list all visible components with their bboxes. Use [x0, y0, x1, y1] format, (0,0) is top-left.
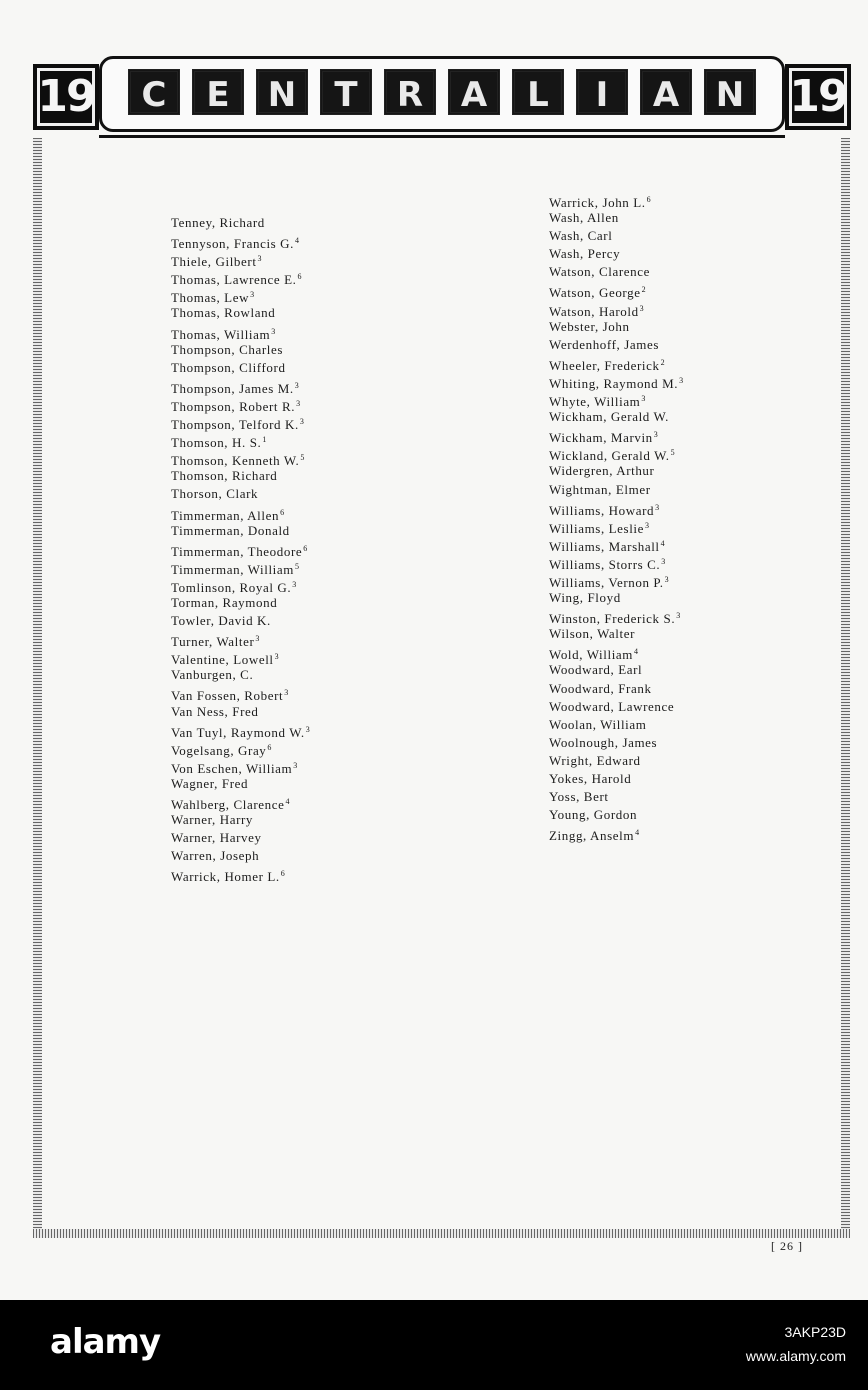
- list-item: [171, 395, 310, 413]
- list-item: [171, 341, 310, 359]
- list-item: [171, 703, 310, 721]
- footer-meta: [746, 1320, 846, 1368]
- footnote-marker: 2: [641, 285, 647, 295]
- list-item: [549, 462, 684, 480]
- student-name: Tomlinson, Royal G.: [171, 579, 292, 595]
- student-name: Watson, George: [549, 285, 641, 301]
- list-item: [549, 300, 684, 318]
- student-name: Wickham, Gerald W.: [549, 409, 670, 425]
- footnote-marker: 3: [274, 652, 280, 662]
- student-name: Thorson, Clark: [171, 486, 259, 502]
- student-name: Wold, William: [549, 647, 633, 663]
- student-name: Whyte, William: [549, 394, 641, 410]
- footnote-marker: 3: [299, 417, 305, 427]
- image-id: 3AKP23D: [784, 1324, 846, 1340]
- student-name: Wheeler, Frederick: [549, 357, 660, 373]
- student-name: Thomson, H. S.: [171, 435, 262, 451]
- list-item: [171, 467, 310, 485]
- list-item: [171, 232, 310, 250]
- student-name: Yokes, Harold: [549, 771, 632, 786]
- footnote-marker: 4: [285, 797, 291, 806]
- student-name: Winston, Frederick S.: [549, 611, 676, 627]
- list-item: [171, 721, 310, 739]
- student-name: Torman, Raymond: [171, 594, 278, 610]
- footnote-marker: 3: [294, 380, 300, 390]
- list-item: [549, 571, 684, 589]
- list-item: [171, 739, 310, 757]
- student-name: Wash, Percy: [549, 246, 621, 262]
- title-glyph: I: [576, 69, 628, 115]
- footnote-marker: 4: [660, 538, 666, 548]
- list-item: [171, 576, 310, 594]
- list-item: [171, 304, 310, 322]
- student-name: Wickham, Marvin: [549, 430, 653, 446]
- list-item: [171, 684, 310, 702]
- student-name: Timmerman, William: [171, 561, 294, 577]
- student-name: Timmerman, Allen: [171, 507, 280, 523]
- list-item: [171, 612, 310, 630]
- student-name: Warrick, Homer L.: [171, 869, 280, 885]
- student-name: Thomas, Rowland: [171, 305, 276, 321]
- list-item: [171, 286, 310, 304]
- student-name: Vogelsang, Gray: [171, 742, 267, 758]
- student-name: Warner, Harry: [171, 812, 254, 828]
- site-url: www.alamy.com: [745, 1348, 846, 1364]
- footnote-marker: 6: [267, 742, 273, 752]
- footnote-marker: 3: [305, 724, 311, 734]
- list-item: [549, 661, 684, 679]
- footnote-marker: 1: [262, 435, 267, 445]
- title-glyph: L: [512, 69, 564, 115]
- list-item: [549, 589, 684, 607]
- list-item: [549, 336, 684, 354]
- footnote-marker: 5: [670, 448, 676, 458]
- list-item: [549, 607, 684, 625]
- list-item: [549, 318, 684, 336]
- footnote-marker: 3: [284, 688, 289, 698]
- student-name: Wright, Edward: [549, 752, 641, 768]
- student-name: Williams, Leslie: [549, 520, 645, 536]
- list-item: [171, 504, 310, 522]
- title-glyph: A: [640, 69, 692, 115]
- student-name: Thiele, Gilbert: [171, 254, 257, 270]
- list-item: [549, 281, 684, 299]
- student-name: Thomson, Kenneth W.: [171, 453, 300, 469]
- title-glyph: N: [256, 69, 308, 115]
- list-item: [171, 594, 310, 612]
- footnote-marker: 3: [664, 574, 670, 584]
- footnote-marker: 5: [294, 561, 300, 571]
- list-item: [171, 811, 310, 829]
- student-name: Wilson, Walter: [549, 626, 636, 642]
- student-name: Whiting, Raymond M.: [549, 375, 679, 391]
- footnote-marker: 3: [296, 398, 301, 408]
- student-name: Williams, Storrs C.: [549, 556, 661, 572]
- student-name: Valentine, Lowell: [171, 652, 274, 668]
- title-glyph: C: [128, 69, 180, 115]
- student-name: Thomson, Richard: [171, 468, 278, 484]
- student-name: Wickland, Gerald W.: [549, 448, 670, 464]
- list-item: [171, 323, 310, 341]
- title-glyph: A: [448, 69, 500, 115]
- student-name: Yoss, Bert: [549, 789, 609, 805]
- student-name: Wagner, Fred: [171, 775, 249, 791]
- list-item: [549, 806, 684, 824]
- footnote-marker: 3: [255, 634, 260, 644]
- student-name: Zingg, Anselm: [549, 828, 635, 844]
- frame-left-border: [33, 138, 42, 1238]
- list-item: [171, 775, 310, 793]
- student-name: Wing, Floyd: [549, 590, 621, 606]
- list-item: [549, 390, 684, 408]
- title-glyph: E: [192, 69, 244, 115]
- list-item: [549, 824, 684, 842]
- student-name: Thompson, James M.: [171, 380, 294, 396]
- student-name: Wahlberg, Clarence: [171, 797, 285, 812]
- list-item: [171, 865, 310, 883]
- footnote-marker: 3: [676, 611, 681, 621]
- student-name: Van Tuyl, Raymond W.: [171, 724, 305, 740]
- student-name: Williams, Howard: [549, 502, 655, 518]
- list-item: [549, 426, 684, 444]
- student-name: Wash, Allen: [549, 210, 619, 226]
- student-name: Woodward, Frank: [549, 680, 652, 696]
- list-item: [549, 245, 684, 263]
- student-name: Towler, David K.: [171, 613, 271, 629]
- list-item: [549, 499, 684, 517]
- student-name: Woodward, Earl: [549, 662, 643, 678]
- student-name: Webster, John: [549, 318, 630, 334]
- footnote-marker: 3: [257, 254, 263, 264]
- list-item: [171, 540, 310, 558]
- footnote-marker: 3: [661, 556, 666, 566]
- student-name: Woolnough, James: [549, 734, 658, 750]
- title-glyph: R: [384, 69, 436, 115]
- watermark-footer: [0, 1300, 868, 1390]
- list-item: [171, 214, 310, 232]
- student-name: Thompson, Telford K.: [171, 417, 299, 433]
- list-item: [549, 444, 684, 462]
- student-name: Watson, Clarence: [549, 264, 650, 280]
- list-item: [171, 793, 310, 811]
- footnote-marker: 6: [280, 507, 285, 517]
- name-list-right: [549, 191, 684, 842]
- student-name: Wightman, Elmer: [549, 481, 651, 497]
- footnote-marker: 6: [280, 869, 286, 879]
- list-item: [549, 191, 684, 209]
- list-item: [549, 643, 684, 661]
- list-item: [171, 666, 310, 684]
- footnote-marker: 3: [292, 579, 297, 589]
- list-item: [171, 413, 310, 431]
- footnote-marker: 6: [297, 272, 303, 282]
- list-item: [171, 757, 310, 775]
- footnote-marker: 3: [293, 760, 298, 770]
- list-item: [171, 485, 310, 503]
- student-name: Van Ness, Fred: [171, 703, 259, 719]
- student-name: Widergren, Arthur: [549, 463, 655, 479]
- frame-bottom-border: [33, 1229, 850, 1238]
- list-item: [171, 359, 310, 377]
- student-name: Woolan, William: [549, 716, 647, 732]
- list-item: [549, 227, 684, 245]
- alamy-logo: alamy: [50, 1322, 161, 1362]
- list-item: [171, 377, 310, 395]
- title-lettering: [128, 67, 756, 117]
- student-name: Van Fossen, Robert: [171, 688, 284, 704]
- student-name: Warren, Joseph: [171, 848, 260, 864]
- student-name: Williams, Vernon P.: [549, 574, 664, 590]
- list-item: [171, 431, 310, 449]
- student-name: Thomas, Lawrence E.: [171, 272, 297, 288]
- footnote-marker: 3: [653, 430, 659, 440]
- list-item: [549, 770, 684, 788]
- footnote-marker: 3: [641, 394, 647, 404]
- student-name: Wash, Carl: [549, 228, 613, 244]
- student-name: Vanburgen, C.: [171, 667, 254, 683]
- footnote-marker: 3: [679, 375, 684, 385]
- student-name: Watson, Harold: [549, 303, 639, 319]
- footnote-marker: 3: [655, 502, 660, 512]
- student-name: Woodward, Lawrence: [549, 698, 675, 714]
- student-name: Williams, Marshall: [549, 538, 660, 554]
- list-item: [171, 648, 310, 666]
- list-item: [549, 553, 684, 571]
- list-item: [549, 372, 684, 390]
- frame-right-border: [841, 138, 850, 1238]
- list-item: [549, 716, 684, 734]
- list-item: [549, 263, 684, 281]
- student-name: Werdenhoff, James: [549, 336, 659, 352]
- title-scroll: [99, 56, 785, 132]
- year-right: 19: [785, 64, 851, 130]
- student-name: Turner, Walter: [171, 634, 255, 650]
- list-item: [171, 558, 310, 576]
- list-item: [171, 268, 310, 286]
- student-name: Thomas, William: [171, 326, 271, 342]
- list-item: [171, 847, 310, 865]
- footnote-marker: 4: [634, 647, 639, 657]
- footnote-marker: 5: [300, 453, 306, 463]
- student-name: Tennyson, Francis G.: [171, 236, 295, 252]
- student-name: Young, Gordon: [549, 807, 638, 823]
- list-item: [549, 680, 684, 698]
- footnote-marker: 3: [271, 326, 276, 336]
- list-item: [549, 209, 684, 227]
- student-name: Warrick, John L.: [549, 195, 646, 210]
- student-name: Von Eschen, William: [171, 760, 293, 776]
- list-item: [549, 788, 684, 806]
- list-item: [549, 625, 684, 643]
- student-name: Timmerman, Theodore: [171, 543, 303, 559]
- list-item: [171, 250, 310, 268]
- list-item: [549, 698, 684, 716]
- footnote-marker: 6: [303, 543, 308, 553]
- footnote-marker: 3: [250, 290, 255, 300]
- name-list-left: [171, 214, 310, 883]
- list-item: [549, 481, 684, 499]
- list-item: [171, 829, 310, 847]
- footnote-marker: 4: [295, 236, 300, 246]
- footnote-marker: 3: [645, 520, 650, 530]
- list-item: [549, 734, 684, 752]
- title-glyph: N: [704, 69, 756, 115]
- list-item: [549, 354, 684, 372]
- footnote-marker: 2: [660, 357, 666, 367]
- page-number: [ 26 ]: [771, 1239, 803, 1253]
- header-banner: [33, 56, 851, 134]
- student-name: Thompson, Robert R.: [171, 398, 296, 414]
- footnote-marker: 4: [635, 828, 640, 838]
- student-name: Warner, Harvey: [171, 830, 262, 846]
- list-item: [549, 408, 684, 426]
- year-left: 19: [33, 64, 99, 130]
- list-item: [549, 535, 684, 553]
- list-item: [549, 752, 684, 770]
- footnote-marker: 3: [639, 303, 645, 313]
- student-name: Timmerman, Donald: [171, 522, 290, 538]
- list-item: [549, 517, 684, 535]
- list-item: [171, 522, 310, 540]
- list-item: [171, 449, 310, 467]
- list-item: [171, 630, 310, 648]
- student-name: Thomas, Lew: [171, 290, 250, 306]
- footnote-marker: 6: [646, 195, 652, 204]
- student-name: Tenney, Richard: [171, 215, 265, 230]
- student-name: Thompson, Charles: [171, 341, 284, 357]
- title-glyph: T: [320, 69, 372, 115]
- student-name: Thompson, Clifford: [171, 359, 286, 375]
